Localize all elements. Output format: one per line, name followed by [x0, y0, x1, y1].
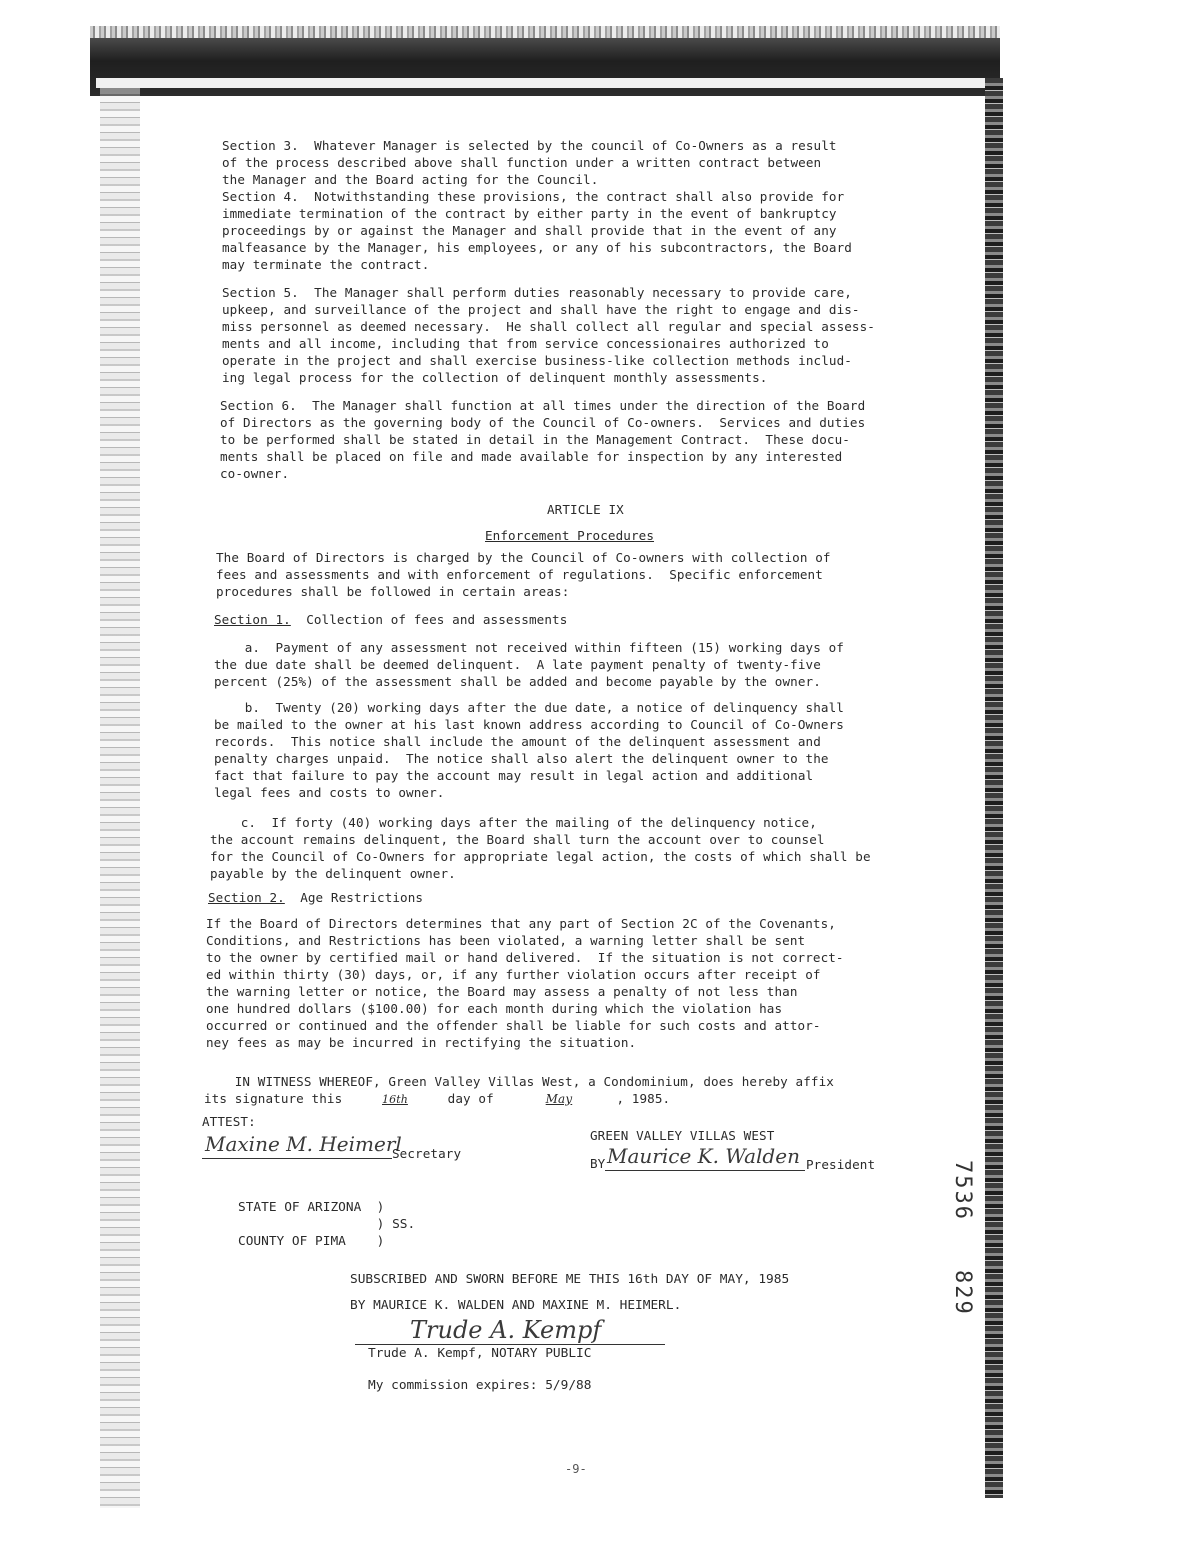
- text-line: Section 3. Whatever Manager is selected by the council of Co-Owners as a result: [222, 138, 837, 153]
- text-line: If the Board of Directors determines that any part of Section 2C of the Covenants,: [206, 916, 836, 931]
- secretary-signature-line: [202, 1158, 392, 1159]
- text-line: of Directors as the governing body of the Council of Co-owners. Services and duties: [220, 415, 866, 430]
- subscribed-line-1: SUBSCRIBED AND SWORN BEFORE ME THIS 16th DAY OF MAY, 1985: [350, 1272, 790, 1287]
- text-line: one hundred dollars ($100.00) for each month during which the violation has: [206, 1001, 783, 1016]
- secretary-signature: Maxine M. Heimerl: [205, 1132, 402, 1156]
- text-line: to be performed shall be stated in detail in the Management Contract. These docu-: [220, 432, 850, 447]
- witness-month-field: May: [545, 1092, 573, 1106]
- text-line: co-owner.: [220, 466, 290, 481]
- text-line: malfeasance by the Manager, his employees, or any of his subcontractors, the Board: [222, 240, 852, 255]
- text-line: for the Council of Co-Owners for appropriate legal action, the costs of which shall be: [210, 849, 871, 864]
- text-line: immediate termination of the contract by either party in the event of bankruptcy: [222, 206, 837, 221]
- notary-signature: Trude A. Kempf: [410, 1316, 602, 1344]
- text-line: ed within thirty (30) days, or, if any further violation occurs after receipt of: [206, 967, 821, 982]
- state-line: STATE OF ARIZONA ): [238, 1200, 385, 1215]
- text-line: the due date shall be deemed delinquent. A late payment penalty of twenty-five: [214, 657, 821, 672]
- president-signature-line: [605, 1170, 805, 1171]
- text-line: ments and all income, including that from service concessionaires authorized to: [222, 336, 829, 351]
- text-line: to the owner by certified mail or hand delivered. If the situation is not correct-: [206, 950, 844, 965]
- text-line: upkeep, and surveillance of the project and shall have the right to engage and dis-: [222, 302, 860, 317]
- text-line: ney fees as may be incurred in rectifying the situation.: [206, 1035, 637, 1050]
- page-number: -9-: [565, 1462, 587, 1476]
- scan-left-edge: [100, 88, 140, 1508]
- text-line: miss personnel as deemed necessary. He shall collect all regular and special assess-: [222, 319, 875, 334]
- text-line: proceedings by or against the Manager and shall provide that in the event of any: [222, 223, 837, 238]
- scan-right-edge: [985, 78, 1003, 1498]
- text-line: fact that failure to pay the account may result in legal action and additional: [214, 768, 814, 783]
- text-line: b. Twenty (20) working days after the due date, a notice of delinquency shall: [214, 700, 844, 715]
- recording-number-docket: 7536: [950, 1160, 975, 1221]
- article-subtitle: Enforcement Procedures: [485, 528, 655, 543]
- text-line: operate in the project and shall exercise business-like collection methods includ-: [222, 353, 852, 368]
- text-line: occurred or continued and the offender shall be liable for such costs and attor-: [206, 1018, 821, 1033]
- witness-line-1: IN WITNESS WHEREOF, Green Valley Villas West, a Condominium, does hereby affix: [204, 1074, 834, 1089]
- attest-label: ATTEST:: [202, 1114, 256, 1129]
- text-line: ing legal process for the collection of delinquent monthly assessments.: [222, 370, 768, 385]
- notary-name: Trude A. Kempf, NOTARY PUBLIC: [368, 1346, 592, 1361]
- section-1-label: Section 1.: [214, 612, 291, 627]
- organization-name: GREEN VALLEY VILLAS WEST: [590, 1128, 775, 1143]
- text-line: be mailed to the owner at his last known address according to Council of Co-Owners: [214, 717, 844, 732]
- text-line: legal fees and costs to owner.: [214, 785, 445, 800]
- text-line: a. Payment of any assessment not received within fifteen (15) working days of: [214, 640, 844, 655]
- commission-expiry: My commission expires: 5/9/88: [368, 1378, 592, 1393]
- secretary-label: Secretary: [392, 1146, 462, 1161]
- section-2-title: Age Restrictions: [284, 890, 424, 905]
- by-label: BY: [590, 1156, 606, 1171]
- text-line: Section 5. The Manager shall perform duties reasonably necessary to provide care,: [222, 285, 852, 300]
- text-line: percent (25%) of the assessment shall be added and become payable by the owner.: [214, 674, 821, 689]
- notary-signature-line: [355, 1344, 665, 1345]
- section-1-heading: [214, 612, 567, 629]
- section-2-heading: [208, 890, 423, 907]
- text-line: fees and assessments and with enforcement of regulations. Specific enforcement: [216, 567, 823, 582]
- text-line: of the process described above shall function under a written contract between: [222, 155, 822, 170]
- text-line: penalty charges unpaid. The notice shall also alert the delinquent owner to the: [214, 751, 829, 766]
- text-line: may terminate the contract.: [222, 257, 430, 272]
- county-line: COUNTY OF PIMA ): [238, 1234, 385, 1249]
- witness-text: , 1985.: [616, 1091, 671, 1106]
- text-line: the Manager and the Board acting for the Council.: [222, 172, 599, 187]
- scan-top-gap: [96, 78, 996, 88]
- text-line: The Board of Directors is charged by the Council of Co-owners with collection of: [216, 550, 831, 565]
- section-1-title: Collection of fees and assessments: [290, 612, 568, 627]
- text-line: the warning letter or notice, the Board may assess a penalty of not less than: [206, 984, 798, 999]
- president-signature: Maurice K. Walden: [607, 1144, 800, 1168]
- text-line: the account remains delinquent, the Board shall turn the account over to counsel: [210, 832, 825, 847]
- text-line: Section 4. Notwithstanding these provisions, the contract shall also provide for: [222, 189, 845, 204]
- witness-day-field: 16th: [382, 1093, 408, 1106]
- witness-line-2: [204, 1091, 670, 1109]
- section-2-label: Section 2.: [208, 890, 285, 905]
- subscribed-line-2: BY MAURICE K. WALDEN AND MAXINE M. HEIMERL.: [350, 1298, 682, 1313]
- text-line: Section 6. The Manager shall function at all times under the direction of the Board: [220, 398, 866, 413]
- text-line: ments shall be placed on file and made available for inspection by any interested: [220, 449, 843, 464]
- recording-number-page: 829: [950, 1270, 975, 1316]
- text-line: payable by the delinquent owner.: [210, 866, 456, 881]
- article-heading: ARTICLE IX: [547, 502, 624, 517]
- text-line: Conditions, and Restrictions has been violated, a warning letter shall be sent: [206, 933, 806, 948]
- witness-text: day of: [447, 1091, 494, 1106]
- ss-line: ) SS.: [238, 1217, 416, 1232]
- witness-text: its signature this: [204, 1091, 343, 1106]
- text-line: records. This notice shall include the amount of the delinquent assessment and: [214, 734, 821, 749]
- text-line: c. If forty (40) working days after the mailing of the delinquency notice,: [210, 815, 817, 830]
- text-line: procedures shall be followed in certain areas:: [216, 584, 570, 599]
- president-label: President: [806, 1157, 876, 1172]
